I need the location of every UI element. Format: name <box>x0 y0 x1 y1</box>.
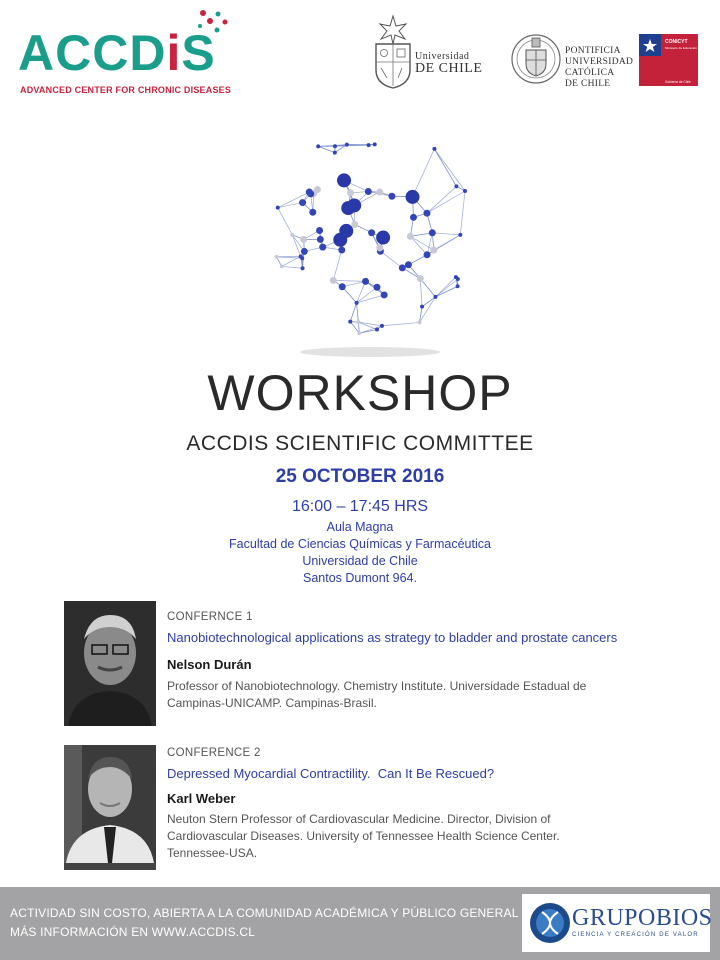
molecule-atom <box>341 201 355 215</box>
grupobios-emblem-icon <box>528 900 572 946</box>
conference-1-label: CONFERNCE 1 <box>167 611 253 623</box>
conicyt-name: CONICYT <box>665 39 688 45</box>
accdis-highlight: i <box>166 25 182 81</box>
molecule-bond <box>410 236 433 250</box>
molecule-atom <box>333 151 337 155</box>
molecule-atom <box>356 320 360 324</box>
molecule-bond <box>420 279 435 297</box>
molecule-bond <box>427 186 457 213</box>
speaker-portrait-icon <box>64 745 156 863</box>
molecule-bond <box>318 146 335 152</box>
molecule-atom <box>337 173 351 187</box>
molecule-atom <box>456 277 460 281</box>
conference-2-bio-line: Tennessee-USA. <box>167 846 258 860</box>
molecule-bond <box>434 149 456 186</box>
molecule-atom <box>399 264 406 271</box>
venue-university: Universidad de Chile <box>302 554 418 568</box>
molecule-atom <box>300 236 307 243</box>
conicyt-government: Gobierno de Chile <box>665 80 691 84</box>
molecule-atom <box>338 246 345 253</box>
molecule-bond <box>333 280 365 281</box>
puc-line3: CATÓLICA <box>565 68 615 78</box>
molecule-atom <box>339 224 353 238</box>
speaker-photo-karl-weber <box>64 745 156 870</box>
molecule-atom <box>367 143 371 147</box>
puc-wordmark <box>565 46 633 90</box>
speaker-portrait-icon <box>64 601 156 726</box>
accdis-logo <box>18 8 238 98</box>
molecule-atom <box>300 256 304 260</box>
event-time: 16:00 – 17:45 HRS <box>291 498 429 515</box>
venue-room: Aula Magna <box>326 520 394 534</box>
molecule-atom <box>424 251 431 258</box>
accdis-suffix: S <box>181 25 216 81</box>
molecule-atom <box>357 331 361 335</box>
molecule-atom <box>376 244 383 251</box>
puc-line2: UNIVERSIDAD <box>565 57 634 67</box>
molecule-atom <box>301 248 308 255</box>
molecule-atom <box>348 320 352 324</box>
workshop-title: WORKSHOP <box>207 365 513 421</box>
conference-1-bio <box>167 678 667 712</box>
molecule-atom <box>309 209 316 216</box>
molecule-atom <box>376 231 390 245</box>
molecule-bond <box>350 303 356 322</box>
conference-1-bio-line: Campinas-UNICAMP. Campinas-Brasil. <box>167 696 377 710</box>
footer-free-admission-text: ACTIVIDAD SIN COSTO, ABIERTA A LA COMUNIDAD ACADÉMICA Y PÚBLICO GENERAL <box>10 906 519 920</box>
molecule-atom <box>406 190 420 204</box>
committee-subtitle: ACCDIS SCIENTIFIC COMMITTEE <box>186 432 534 455</box>
conference-1-speaker: Nelson Durán <box>167 657 252 672</box>
molecule-atom <box>433 295 437 299</box>
molecule-atom <box>373 142 377 146</box>
molecule-atom <box>316 144 320 148</box>
event-date: 25 OCTOBER 2016 <box>275 466 445 487</box>
venue-street: Santos Dumont 964. <box>303 571 417 585</box>
molecule-atom <box>365 188 372 195</box>
molecule-atom <box>316 227 323 234</box>
conference-2-bio-line: Neuton Stern Professor of Cardiovascular Medicine. Director, Division of <box>167 812 551 826</box>
grupobios-name: GRUPOBIOS <box>572 905 713 931</box>
molecule-atom <box>456 284 460 288</box>
conference-2-label: CONFERENCE 2 <box>167 747 261 759</box>
molecule-bond <box>278 203 303 208</box>
molecule-bond <box>357 303 359 322</box>
conference-2-speaker: Karl Weber <box>167 791 236 806</box>
footer-more-info-link[interactable]: MÁS INFORMACIÓN EN WWW.ACCDIS.CL <box>10 925 256 939</box>
molecule-atom <box>290 233 294 237</box>
conference-1-title: Nanobiotechnological applications as strategy to bladder and prostate cancers <box>167 630 618 645</box>
molecule-bond <box>420 279 422 307</box>
molecule-bond <box>460 191 465 235</box>
molecule-atom <box>280 264 284 268</box>
puc-seal-icon <box>510 26 562 92</box>
molecule-bond <box>434 149 465 191</box>
molecule-bond <box>427 191 465 213</box>
molecule-atom <box>463 189 467 193</box>
molecule-bond <box>333 250 341 280</box>
conicyt-ministry: Ministerio de Educación <box>665 46 697 50</box>
molecule-bond <box>357 295 385 303</box>
molecule-atom <box>454 184 458 188</box>
puc-logo <box>510 26 634 96</box>
molecule-atom <box>319 244 326 251</box>
uchile-line2: DE CHILE <box>415 61 483 76</box>
molecule-atom <box>373 284 380 291</box>
accdis-prefix: ACCD <box>18 25 167 81</box>
molecule-atom <box>405 261 412 268</box>
molecule-atom <box>429 229 436 236</box>
uchile-wordmark <box>415 52 482 76</box>
conference-2-bio-line: Cardiovascular Diseases. University of Tennessee Health Science Center. <box>167 829 560 843</box>
molecule-bond <box>380 251 402 268</box>
puc-line4: DE CHILE <box>565 79 611 89</box>
molecule-bond <box>278 208 292 235</box>
molecule-atom <box>458 233 462 237</box>
molecule-atom <box>333 144 337 148</box>
molecule-bond <box>413 149 435 197</box>
molecule-atom <box>432 147 436 151</box>
molecule-atom <box>417 275 424 282</box>
molecule-atom <box>276 206 280 210</box>
molecule-atom <box>375 327 379 331</box>
speaker-photo-nelson-duran <box>64 601 156 726</box>
molecule-atom <box>388 193 395 200</box>
molecule-atom <box>339 283 346 290</box>
molecule-atom <box>345 143 349 147</box>
molecule-atom <box>420 305 424 309</box>
molecule-atom <box>275 255 279 259</box>
grupobios-tagline: CIENCIA Y CREACIÓN DE VALOR <box>572 932 699 938</box>
molecule-atom <box>314 186 321 193</box>
molecule-atom <box>418 320 422 324</box>
molecule-atom <box>317 236 324 243</box>
venue-address <box>0 519 720 587</box>
conference-1-bio-line: Professor of Nanobiotechnology. Chemistry Institute. Universidade Estadual de <box>167 679 587 693</box>
molecule-atom <box>362 278 369 285</box>
molecule-atom <box>330 277 337 284</box>
molecule-atom <box>410 214 417 221</box>
molecule-atom <box>301 266 305 270</box>
molecule-bond <box>282 266 303 268</box>
molecule-atom <box>306 189 313 196</box>
molecule-atom <box>299 199 306 206</box>
conference-2-bio <box>167 811 667 862</box>
molecule-atom <box>368 229 375 236</box>
conicyt-logo <box>639 34 698 86</box>
molecule-bond <box>410 236 427 254</box>
molecule-bond <box>358 322 382 326</box>
venue-faculty: Facultad de Ciencias Químicas y Farmacéutica <box>229 537 491 551</box>
grupobios-logo <box>522 894 713 952</box>
molecule-network-graphic <box>255 112 485 362</box>
molecule-atom <box>351 221 358 228</box>
molecule-bond <box>422 297 435 307</box>
molecule-atom <box>423 210 430 217</box>
molecule-atom <box>407 233 414 240</box>
molecule-bond <box>382 322 420 325</box>
accdis-wordmark <box>18 25 216 81</box>
uchile-shield-icon <box>372 14 414 90</box>
molecule-atom <box>430 247 437 254</box>
molecule-atom <box>380 324 384 328</box>
molecule-bond <box>435 277 455 297</box>
molecule-shadow <box>300 347 440 357</box>
molecule-bond <box>342 281 365 286</box>
molecule-atom <box>355 301 359 305</box>
uchile-line1: Universidad <box>415 51 470 62</box>
molecule-bond <box>432 233 460 235</box>
molecule-atom <box>376 189 383 196</box>
puc-line1: PONTIFICIA <box>565 46 621 56</box>
molecule-atom <box>381 291 388 298</box>
uchile-logo <box>372 14 492 94</box>
accdis-tagline: ADVANCED CENTER FOR CHRONIC DISEASES <box>20 85 232 95</box>
conference-2-title: Depressed Myocardial Contractility. Can It Be Rescued? <box>167 766 495 781</box>
molecule-atom <box>347 189 354 196</box>
